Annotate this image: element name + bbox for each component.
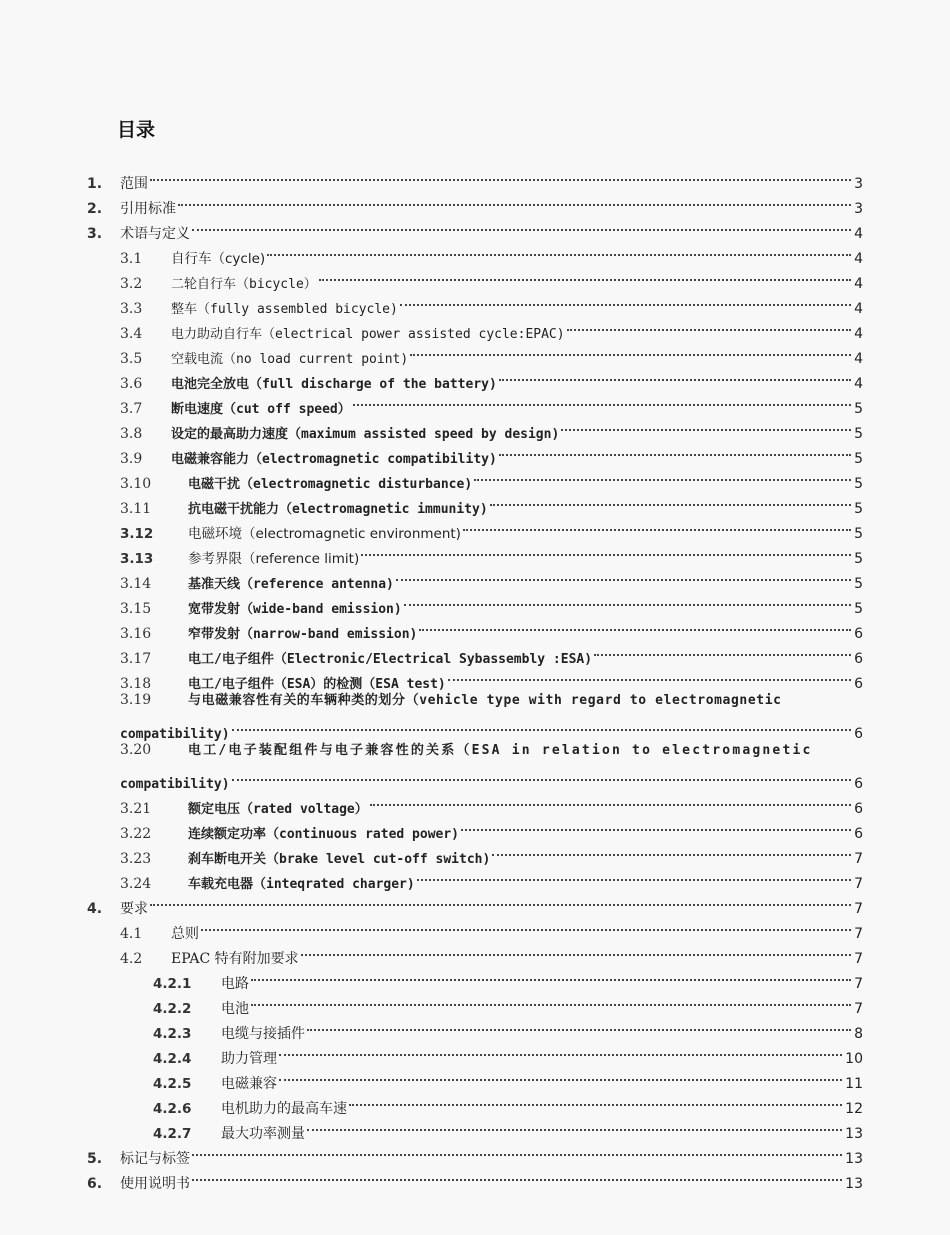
toc-label: 范围 — [120, 176, 148, 192]
dot-leader — [279, 1063, 842, 1088]
toc-number: 3.21 — [120, 801, 152, 817]
toc-number: 3.23 — [120, 851, 152, 867]
dot-leader — [307, 1113, 842, 1138]
toc-label: 设定的最高助力速度（maximum assisted speed by design) — [171, 427, 560, 442]
toc-entry-6[interactable] — [87, 1163, 863, 1192]
toc-entry-3-15[interactable] — [120, 588, 863, 617]
toc-number: 3.17 — [120, 651, 152, 667]
toc-page-number: 12 — [845, 1101, 863, 1117]
toc-label: 车载充电器（inteqrated charger) — [188, 877, 415, 892]
toc-entry-1[interactable] — [87, 163, 863, 192]
toc-label: 电力助动自行车（electrical power assisted cycle:EPAC) — [171, 327, 565, 342]
dot-leader — [232, 763, 852, 788]
dot-leader — [353, 388, 851, 413]
toc-entry-3-2[interactable] — [120, 263, 863, 292]
toc-label: 标记与标签 — [120, 1151, 190, 1167]
toc-page-number: 6 — [854, 651, 863, 667]
toc-entry-3-19[interactable] — [120, 688, 863, 713]
toc-number: 4.2.6 — [153, 1101, 192, 1117]
toc-number: 3.3 — [120, 301, 143, 317]
toc-number: 3.14 — [120, 576, 152, 592]
toc-entry-3-13[interactable] — [120, 538, 863, 567]
toc-number: 4.1 — [120, 926, 143, 942]
toc-page-number: 5 — [854, 526, 863, 542]
toc-label: 电路 — [221, 976, 249, 992]
toc-entry-3-18[interactable] — [120, 663, 863, 692]
toc-label: 电磁兼容 — [221, 1076, 277, 1092]
toc-label: 连续额定功率（continuous rated power) — [188, 827, 460, 842]
dot-leader — [251, 963, 851, 988]
dot-leader — [301, 938, 851, 963]
toc-entry-4-2-6[interactable] — [153, 1088, 863, 1117]
toc-number: 4.2.2 — [153, 1001, 192, 1017]
toc-page-number: 7 — [854, 926, 863, 942]
toc-entry-4[interactable] — [87, 888, 863, 917]
toc-entry-4-2-2[interactable] — [153, 988, 863, 1017]
toc-label: 二轮自行车（bicycle） — [171, 277, 317, 292]
dot-leader — [232, 713, 852, 738]
toc-entry-4-2-3[interactable] — [153, 1013, 863, 1042]
toc-page-number: 5 — [854, 401, 863, 417]
toc-label: 电磁兼容能力（electromagnetic compatibility) — [171, 452, 497, 467]
dot-leader — [490, 488, 851, 513]
toc-page-number: 7 — [854, 876, 863, 892]
toc-entry-3-12[interactable] — [120, 513, 863, 542]
toc-entry-5[interactable] — [87, 1138, 863, 1167]
dot-leader — [410, 338, 851, 363]
toc-number: 3.7 — [120, 401, 143, 417]
toc-entry-3-8[interactable] — [120, 413, 863, 442]
toc-page-number: 6 — [854, 801, 863, 817]
toc-label: 电工/电子组件（Electronic/Electrical Sybassembly :ESA) — [188, 652, 593, 667]
dot-leader — [150, 163, 851, 188]
toc-entry-3-20[interactable] — [120, 738, 863, 763]
dot-leader — [448, 663, 851, 688]
toc-label: 助力管理 — [221, 1051, 277, 1067]
toc-number: 3.2 — [120, 276, 143, 292]
toc-label: 刹车断电开关（brake level cut-off switch) — [188, 852, 491, 867]
toc-number: 3.6 — [120, 376, 143, 392]
toc-page-number: 3 — [854, 201, 863, 217]
toc-number: 6. — [87, 1176, 103, 1192]
dot-leader — [499, 438, 851, 463]
toc-number: 3.11 — [120, 501, 152, 517]
dot-leader — [251, 988, 851, 1013]
toc-label: 额定电压（rated voltage） — [188, 802, 368, 817]
toc-number: 3.24 — [120, 876, 152, 892]
toc-page-number: 6 — [854, 826, 863, 842]
dot-leader — [567, 313, 851, 338]
dot-leader — [474, 463, 851, 488]
toc-entry-4-2-4[interactable] — [153, 1038, 863, 1067]
toc-label: 要求 — [120, 901, 148, 917]
dot-leader — [279, 1038, 842, 1063]
toc-number: 3. — [87, 226, 103, 242]
toc-page-number: 4 — [854, 276, 863, 292]
toc-page-number: 5 — [854, 601, 863, 617]
toc-label: compatibility) — [120, 777, 230, 792]
toc-page-number: 7 — [854, 1001, 863, 1017]
toc-page-number: 5 — [854, 451, 863, 467]
dot-leader — [267, 238, 851, 263]
toc-number: 3.9 — [120, 451, 143, 467]
toc-page-number: 7 — [854, 951, 863, 967]
toc-page-number: 5 — [854, 576, 863, 592]
toc-label: 与电磁兼容性有关的车辆种类的划分（vehicle type with regard to electromagnetic — [188, 693, 782, 708]
toc-number: 3.22 — [120, 826, 152, 842]
toc-label: 窄带发射（narrow-band emission) — [188, 627, 418, 642]
toc-number: 3.1 — [120, 251, 143, 267]
toc-label: 引用标准 — [120, 201, 176, 217]
toc-number: 3.4 — [120, 326, 143, 342]
toc-page-number: 13 — [845, 1126, 863, 1142]
toc-number: 4.2.1 — [153, 976, 192, 992]
dot-leader — [396, 563, 851, 588]
toc-entry-2[interactable] — [87, 188, 863, 217]
toc-entry-4-1[interactable] — [120, 913, 863, 942]
toc-entry-3[interactable] — [87, 213, 863, 242]
toc-page-number: 13 — [845, 1151, 863, 1167]
toc-page-number: 6 — [854, 676, 863, 692]
toc-label: 电工/电子装配组件与电子兼容性的关系（ESA in relation to electromagnetic — [188, 743, 813, 758]
toc-page-number: 5 — [854, 476, 863, 492]
toc-entry-3-11[interactable] — [120, 488, 863, 517]
toc-entry-3-14[interactable] — [120, 563, 863, 592]
toc-label: 宽带发射（wide-band emission) — [188, 602, 402, 617]
toc-page-number: 4 — [854, 226, 863, 242]
toc-label: 最大功率测量 — [221, 1126, 305, 1142]
dot-leader — [594, 638, 851, 663]
toc-label: 电工/电子组件（ESA）的检测（ESA test) — [188, 677, 446, 692]
toc-page-number: 6 — [854, 776, 863, 792]
toc-label: 自行车（cycle) — [171, 251, 266, 267]
dot-leader — [307, 1013, 851, 1038]
toc-entry-3-3[interactable] — [120, 288, 863, 317]
toc-number: 5. — [87, 1151, 103, 1167]
toc-entry-3-9[interactable] — [120, 438, 863, 467]
toc-page-number: 11 — [845, 1076, 863, 1092]
toc-entry-3-24[interactable] — [120, 863, 863, 892]
toc-entry-4-2-7[interactable] — [153, 1113, 863, 1142]
toc-number: 3.15 — [120, 601, 152, 617]
toc-number: 4.2.5 — [153, 1076, 192, 1092]
toc-number: 1. — [87, 176, 103, 192]
toc-page-number: 5 — [854, 501, 863, 517]
toc-number: 3.12 — [120, 526, 154, 542]
toc-label: 电池 — [221, 1001, 249, 1017]
toc-entry-4-2[interactable] — [120, 938, 863, 967]
dot-leader — [492, 838, 851, 863]
dot-leader — [319, 263, 851, 288]
toc-label: 电机助力的最高车速 — [221, 1101, 347, 1117]
dot-leader — [561, 413, 851, 438]
toc-label: 抗电磁干扰能力（electromagnetic immunity) — [188, 502, 488, 517]
toc-page-number: 5 — [854, 551, 863, 567]
toc-number: 3.8 — [120, 426, 143, 442]
dot-leader — [461, 813, 851, 838]
toc-entry-3-7[interactable] — [120, 388, 863, 417]
toc-label: 参考界限（reference limit) — [188, 551, 360, 567]
toc-number: 3.16 — [120, 626, 152, 642]
dot-leader — [400, 288, 851, 313]
toc-page-number: 8 — [854, 1026, 863, 1042]
toc-page-number: 4 — [854, 326, 863, 342]
dot-leader — [349, 1088, 842, 1113]
toc-number: 3.5 — [120, 351, 143, 367]
dot-leader — [463, 513, 851, 538]
toc-number: 3.13 — [120, 551, 154, 567]
toc-entry-3-21[interactable] — [120, 788, 863, 817]
dot-leader — [192, 213, 851, 238]
toc-page-number: 7 — [854, 901, 863, 917]
toc-number: 4.2 — [120, 951, 143, 967]
toc-number: 2. — [87, 201, 103, 217]
toc-page-number: 4 — [854, 251, 863, 267]
toc-entry-3-5[interactable] — [120, 338, 863, 367]
dot-leader — [178, 188, 851, 213]
toc-entry-3-10[interactable] — [120, 463, 863, 492]
toc-entry-3-22[interactable] — [120, 813, 863, 842]
toc-number: 3.20 — [120, 742, 152, 758]
toc-page-number: 4 — [854, 376, 863, 392]
toc-label: 基准天线（reference antenna) — [188, 577, 394, 592]
dot-leader — [192, 1163, 842, 1188]
toc-page-number: 4 — [854, 301, 863, 317]
dot-leader — [370, 788, 851, 813]
toc-label: 使用说明书 — [120, 1176, 190, 1192]
toc-page-number: 13 — [845, 1176, 863, 1192]
toc-entry-3-20-continued[interactable] — [120, 763, 863, 792]
toc-label: 整车（fully assembled bicycle) — [171, 302, 398, 317]
toc-page-number: 7 — [854, 851, 863, 867]
toc-number: 4.2.4 — [153, 1051, 192, 1067]
toc-entry-4-2-1[interactable] — [153, 963, 863, 992]
dot-leader — [419, 613, 851, 638]
toc-label: 术语与定义 — [120, 226, 190, 242]
dot-leader — [201, 913, 851, 938]
toc-entry-3-6[interactable] — [120, 363, 863, 392]
toc-entry-3-17[interactable] — [120, 638, 863, 667]
toc-title: 目录 — [117, 119, 156, 141]
toc-number: 4. — [87, 901, 103, 917]
toc-number: 4.2.7 — [153, 1126, 192, 1142]
toc-number: 4.2.3 — [153, 1026, 192, 1042]
toc-number: 3.19 — [120, 692, 152, 708]
dot-leader — [499, 363, 851, 388]
toc-page-number: 6 — [854, 626, 863, 642]
toc-entry-3-16[interactable] — [120, 613, 863, 642]
toc-entry-3-23[interactable] — [120, 838, 863, 867]
toc-page-number: 7 — [854, 976, 863, 992]
toc-entry-3-4[interactable] — [120, 313, 863, 342]
toc-label: 空载电流（no load current point) — [171, 352, 409, 367]
dot-leader — [361, 538, 851, 563]
dot-leader — [192, 1138, 842, 1163]
dot-leader — [150, 888, 851, 913]
dot-leader — [417, 863, 851, 888]
toc-entry-3-1[interactable] — [120, 238, 863, 267]
toc-label: 电磁干扰（electromagnetic disturbance) — [188, 477, 473, 492]
toc-number: 3.18 — [120, 676, 152, 692]
toc-label: compatibility) — [120, 727, 230, 742]
toc-label: 电池完全放电（full discharge of the battery) — [171, 377, 497, 392]
toc-page-number: 10 — [845, 1051, 863, 1067]
toc-page-number: 4 — [854, 351, 863, 367]
dot-leader — [404, 588, 851, 613]
toc-page-number: 6 — [854, 726, 863, 742]
toc-page-number: 5 — [854, 426, 863, 442]
toc-page-number: 3 — [854, 176, 863, 192]
toc-number: 3.10 — [120, 476, 152, 492]
toc-label: 电缆与接插件 — [221, 1026, 305, 1042]
toc-entry-4-2-5[interactable] — [153, 1063, 863, 1092]
toc-entry-3-19-continued[interactable] — [120, 713, 863, 742]
toc-label: 电磁环境（electromagnetic environment) — [188, 526, 461, 542]
toc-label: EPAC 特有附加要求 — [171, 951, 299, 967]
toc-label: 断电速度（cut off speed） — [171, 402, 351, 417]
toc-label: 总则 — [171, 926, 199, 942]
